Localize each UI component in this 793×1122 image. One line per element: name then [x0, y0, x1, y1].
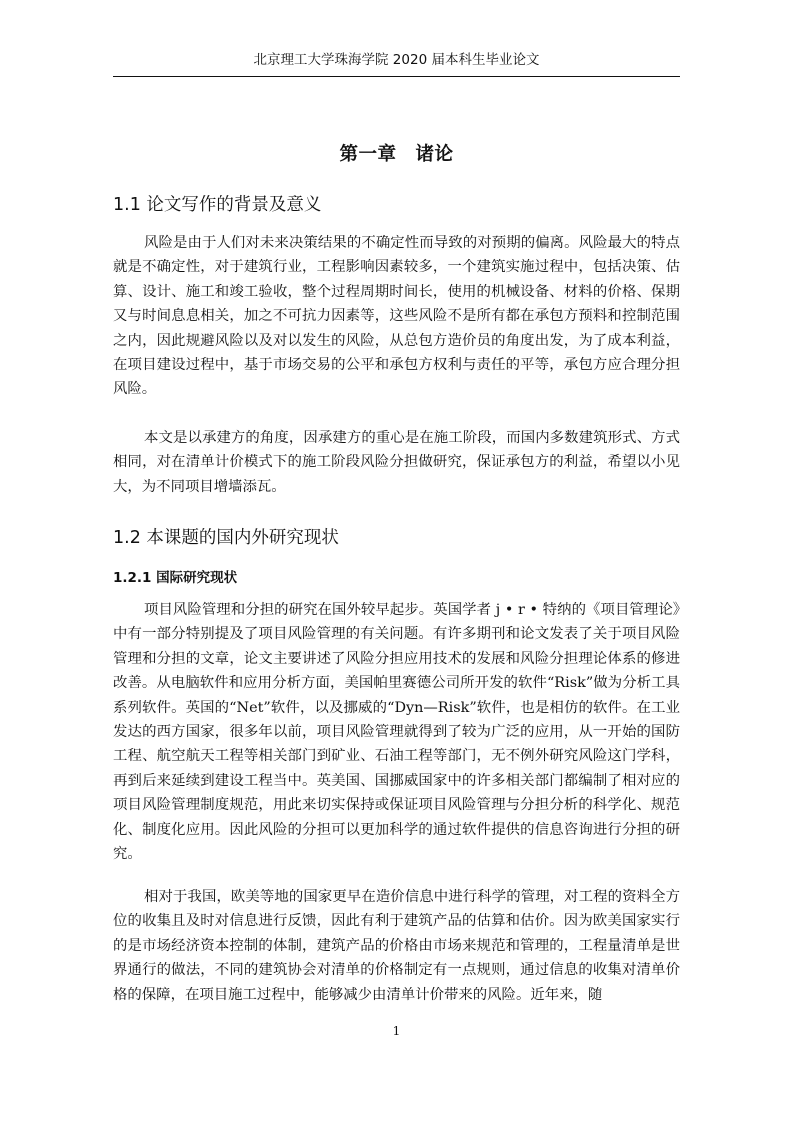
paragraph: 项目风险管理和分担的研究在国外较早起步。英国学者 j • r • 特纳的《项目管理论》中有一部分特别提及了项目风险管理的有关问题。有许多期刊和论文发表了关于项目风险管理和分担的文章，论文主要讲述了风险分担应用技术的发展和风险分担理论体系的修进改善。从电脑软件和应用分析方面，美国帕里赛德公司所开发的软件“Risk”做为分析工具系列软件。英国的“Net”软件，以及挪威的“Dyn—Risk”软件，也是相仿的软件。在工业发达的西方国家，很多年以前，项目风险管理就得到了较为广泛的应用，从一开始的国防工程、航空航天工程等相关部门到矿业、石油工程等部门，无不例外研究风险这门学科，再到后来延续到建设工程当中。英美国、国挪威国家中的许多相关部门都编制了相对应的项目风险管理制度规范，用此来切实保持或保证项目风险管理与分担分析的科学化、规范化、制度化应用。因此风险的分担可以更加科学的通过软件提供的信息咨询进行分担的研究。	[113, 602, 680, 863]
page-number: 1	[392, 1024, 401, 1038]
header-rule	[113, 76, 680, 77]
paragraph: 风险是由于人们对未来决策结果的不确定性而导致的对预期的偏离。风险最大的特点就是不确定性，对于建筑行业，工程影响因素较多，一个建筑实施过程中，包括决策、估算、设计、施工和竣工验收，整个过程周期时间长，使用的机械设备、材料的价格、保期又与时间息息相关，加之不可抗力因素等，这些风险不是所有都在承包方预料和控制范围之内，因此规避风险以及对以发生的风险，从总包方造价员的角度出发，为了成本利益，在项目建设过程中，基于市场交易的公平和承包方权利与责任的平等，承包方应合理分担风险。	[113, 235, 680, 398]
section-heading-1-1: 1.1 论文写作的背景及意义	[113, 195, 322, 215]
section-heading-1-2: 1.2 本课题的国内外研究现状	[113, 528, 339, 548]
subsection-heading-1-2-1: 1.2.1 国际研究现状	[113, 570, 238, 586]
chapter-title: 第一章 诸论	[339, 144, 454, 165]
paragraph: 相对于我国，欧美等地的国家更早在造价信息中进行科学的管理，对工程的资料全方位的收集且及时对信息进行反馈，因此有利于建筑产品的估算和估价。因为欧美国家实行的是市场经济资本控制的体制，建筑产品的价格由市场来规范和管理的，工程量清单是世界通行的做法，不同的建筑协会对清单的价格制定有一点规则，通过信息的收集对清单价格的保障，在项目施工过程中，能够减少由清单计价带来的风险。近年来，随	[113, 889, 680, 1003]
running-header: 北京理工大学珠海学院 2020 届本科生毕业论文	[253, 52, 540, 68]
paragraph: 本文是以承建方的角度，因承建方的重心是在施工阶段，而国内多数建筑形式、方式相同，对在清单计价模式下的施工阶段风险分担做研究，保证承包方的利益，希望以小见大，为不同项目增墙添瓦。	[113, 430, 680, 495]
